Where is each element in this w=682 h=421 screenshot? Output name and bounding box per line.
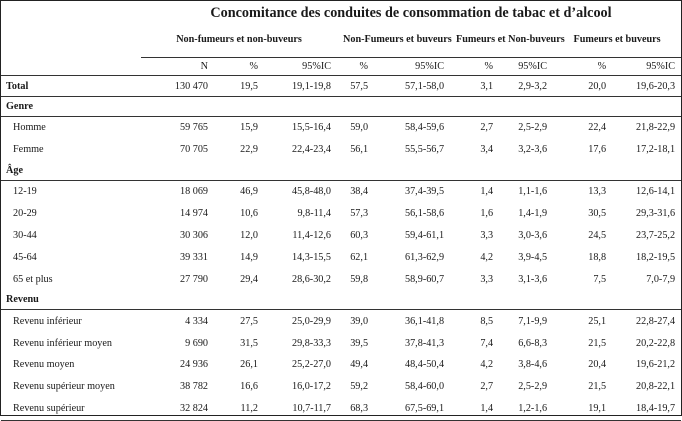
table-cell: 24,5 (588, 230, 607, 241)
column-header: 95%IC (499, 58, 553, 76)
column-header: 95%IC (264, 58, 337, 76)
table-cell: 3,2-3,6 (518, 144, 548, 156)
table-row (1, 398, 681, 420)
table-cell: 2,5-2,9 (518, 122, 548, 134)
table-cell: 57,5 (337, 76, 374, 97)
table-cell: 3,9-4,5 (518, 251, 548, 263)
table-cell: 1,6 (480, 208, 494, 220)
table-cell: 56,1 (350, 144, 369, 156)
table-cell: 20,4 (588, 359, 607, 371)
table-cell: 1,4 (450, 398, 499, 420)
section-title: Revenu (1, 290, 681, 310)
table-row (1, 332, 681, 354)
table-cell: 16,6 (240, 381, 258, 393)
table-cell: 55,5-56,7 (404, 144, 445, 156)
table-cell: 10,6 (240, 208, 258, 220)
table-cell: 130 470 (141, 76, 214, 97)
group-header: Fumeurs et buveurs (553, 23, 681, 58)
table-cell: 7,4 (480, 337, 494, 349)
table-cell: 1,1-1,6 (518, 186, 548, 198)
row-label: 12-19 (13, 186, 37, 198)
table-cell: 2,9-3,2 (499, 76, 553, 97)
table-cell: 21,5 (588, 381, 607, 393)
table-cell: 16,0-17,2 (291, 381, 332, 393)
table-cell: 6,6-8,3 (518, 337, 548, 349)
table-cell: 29,4 (240, 273, 258, 285)
table-cell: 18,8 (588, 251, 607, 263)
table-cell: 19,6-20,3 (612, 76, 681, 97)
table-cell: 31,5 (240, 337, 258, 349)
data-table (1, 23, 681, 421)
table-cell: 59,0 (350, 122, 369, 134)
section-header (1, 290, 681, 310)
table-cell: 36,1-41,8 (404, 315, 445, 327)
table-cell: 37,8-41,3 (404, 337, 445, 349)
header-empty (1, 23, 141, 58)
table-cell: 32 824 (141, 398, 214, 420)
table-cell: 3,1-3,6 (518, 273, 548, 285)
table-cell: 58,4-59,6 (404, 122, 445, 134)
table-cell: 28,6-30,2 (291, 273, 332, 285)
table-cell: 21,8-22,9 (636, 122, 676, 134)
row-label: Revenu inférieur moyen (13, 337, 113, 349)
table-cell: 3,0-3,6 (518, 230, 548, 241)
table-cell: 19,6-21,2 (636, 359, 676, 371)
row-label: Total (1, 76, 141, 97)
table-cell: 17,6 (588, 144, 607, 156)
table-cell: 3,4 (480, 144, 494, 156)
column-header: % (450, 58, 499, 76)
table-cell: 2,5-2,9 (518, 381, 548, 393)
section-title: Genre (1, 97, 681, 117)
table-cell: 20,2-22,8 (636, 337, 676, 349)
table-cell: 59 765 (179, 122, 208, 134)
table-cell: 12,0 (240, 230, 258, 241)
table-cell: 67,5-69,1 (374, 398, 450, 420)
table-cell: 3,1 (450, 76, 499, 97)
table-cell: 2,7 (480, 122, 494, 134)
row-label: Revenu supérieur moyen (13, 381, 115, 393)
table-cell: 11,2 (214, 398, 264, 420)
table-title: Concomitance des conduites de consommation de tabac et d’alcool (210, 5, 612, 21)
table-row (1, 139, 681, 161)
table-cell: 27 790 (179, 273, 208, 285)
table-cell: 57,1-58,0 (374, 76, 450, 97)
section-header (1, 97, 681, 117)
table-row (1, 246, 681, 268)
table-cell: 48,4-50,4 (404, 359, 445, 371)
table-cell: 68,3 (337, 398, 374, 420)
table-cell: 26,1 (240, 359, 258, 371)
table-cell: 13,3 (588, 186, 607, 198)
table-row (1, 376, 681, 398)
section-title: Âge (1, 161, 681, 181)
table-cell: 59,4-61,1 (404, 230, 445, 241)
row-label: Homme (13, 122, 46, 134)
table-cell: 37,4-39,5 (404, 186, 445, 198)
group-header: Non-Fumeurs et buveurs (337, 23, 450, 58)
table-row-total (1, 76, 681, 97)
table-cell: 58,4-60,0 (404, 381, 445, 393)
row-label: 20-29 (13, 208, 37, 220)
row-label: 45-64 (13, 251, 37, 263)
row-label: Revenu supérieur (1, 398, 141, 420)
table-row (1, 117, 681, 139)
table-cell: 30 306 (179, 230, 208, 241)
table-cell: 39,0 (350, 315, 369, 327)
table-cell: 1,4-1,9 (518, 208, 548, 220)
table-row (1, 354, 681, 376)
table-row (1, 180, 681, 202)
table-cell: 23,7-25,2 (636, 230, 676, 241)
table-cell: 30,5 (588, 208, 607, 220)
table-cell: 46,9 (240, 186, 258, 198)
table-cell: 4,2 (480, 251, 494, 263)
table-row (1, 225, 681, 247)
table-cell: 60,3 (350, 230, 369, 241)
table-cell: 70 705 (179, 144, 208, 156)
header-empty (1, 58, 141, 76)
table-cell: 22,8-27,4 (636, 315, 676, 327)
table-cell: 57,3 (350, 208, 369, 220)
table-cell: 12,6-14,1 (636, 186, 676, 198)
column-header: 95%IC (612, 58, 681, 76)
column-header: % (337, 58, 374, 76)
column-header: N (141, 58, 214, 76)
row-label: Revenu moyen (13, 359, 75, 371)
table-cell: 59,8 (350, 273, 369, 285)
table-cell: 61,3-62,9 (404, 251, 445, 263)
table-cell: 25,2-27,0 (291, 359, 332, 371)
table-cell: 14,3-15,5 (291, 251, 332, 263)
table-cell: 19,1 (553, 398, 612, 420)
section-header (1, 161, 681, 181)
table-cell: 22,4-23,4 (291, 144, 332, 156)
table-cell: 15,9 (240, 122, 258, 134)
table-cell: 38 782 (179, 381, 208, 393)
table-cell: 20,8-22,1 (636, 381, 676, 393)
column-header: 95%IC (374, 58, 450, 76)
table-cell: 2,7 (480, 381, 494, 393)
table-cell: 14,9 (240, 251, 258, 263)
column-header: % (553, 58, 612, 76)
table-cell: 58,9-60,7 (404, 273, 445, 285)
table-cell: 29,8-33,3 (291, 337, 332, 349)
table-cell: 38,4 (350, 186, 369, 198)
table-cell: 4,2 (480, 359, 494, 371)
table-cell: 29,3-31,6 (636, 208, 676, 220)
table-cell: 3,8-4,6 (518, 359, 548, 371)
table-cell: 24 936 (179, 359, 208, 371)
table-cell: 7,1-9,9 (518, 315, 548, 327)
table-cell: 18,4-19,7 (612, 398, 681, 420)
table-cell: 21,5 (588, 337, 607, 349)
row-label: 30-44 (13, 230, 37, 241)
table-cell: 20,0 (553, 76, 612, 97)
table-cell: 9,8-11,4 (297, 208, 332, 220)
table-cell: 22,9 (240, 144, 258, 156)
table-cell: 15,5-16,4 (291, 122, 332, 134)
table-cell: 49,4 (350, 359, 369, 371)
table-cell: 27,5 (240, 315, 258, 327)
table-cell: 59,2 (350, 381, 369, 393)
table-cell: 9 690 (185, 337, 208, 349)
table-row (1, 268, 681, 290)
table-cell: 1,4 (480, 186, 494, 198)
table-cell: 39 331 (179, 251, 208, 263)
table-cell: 39,5 (350, 337, 369, 349)
table-cell: 62,1 (350, 251, 369, 263)
table-cell: 7,0-7,9 (646, 273, 676, 285)
table-cell: 56,1-58,6 (404, 208, 445, 220)
table-cell: 17,2-18,1 (636, 144, 676, 156)
table-cell: 10,7-11,7 (264, 398, 337, 420)
table-cell: 14 974 (179, 208, 208, 220)
table-row (1, 203, 681, 225)
table-cell: 11,4-12,6 (292, 230, 332, 241)
table-row (1, 310, 681, 332)
row-label: Femme (13, 144, 44, 156)
table-cell: 25,1 (588, 315, 607, 327)
table-cell: 4 334 (185, 315, 208, 327)
group-header: Non-fumeurs et non-buveurs (141, 23, 337, 58)
table-cell: 25,0-29,9 (291, 315, 332, 327)
table-cell: 19,5 (214, 76, 264, 97)
table-cell: 18,2-19,5 (636, 251, 676, 263)
row-label: 65 et plus (13, 273, 53, 285)
table-cell: 19,1-19,8 (264, 76, 337, 97)
column-header: % (214, 58, 264, 76)
table-cell: 1,2-1,6 (499, 398, 553, 420)
table-cell: 45,8-48,0 (291, 186, 332, 198)
table-cell: 3,3 (480, 273, 494, 285)
table-cell: 22,4 (588, 122, 607, 134)
table-cell: 7,5 (593, 273, 607, 285)
table-cell: 3,3 (480, 230, 494, 241)
table-cell: 8,5 (480, 315, 494, 327)
table-cell: 18 069 (179, 186, 208, 198)
row-label: Revenu inférieur (13, 315, 82, 327)
group-header: Fumeurs et Non-buveurs (450, 23, 553, 58)
